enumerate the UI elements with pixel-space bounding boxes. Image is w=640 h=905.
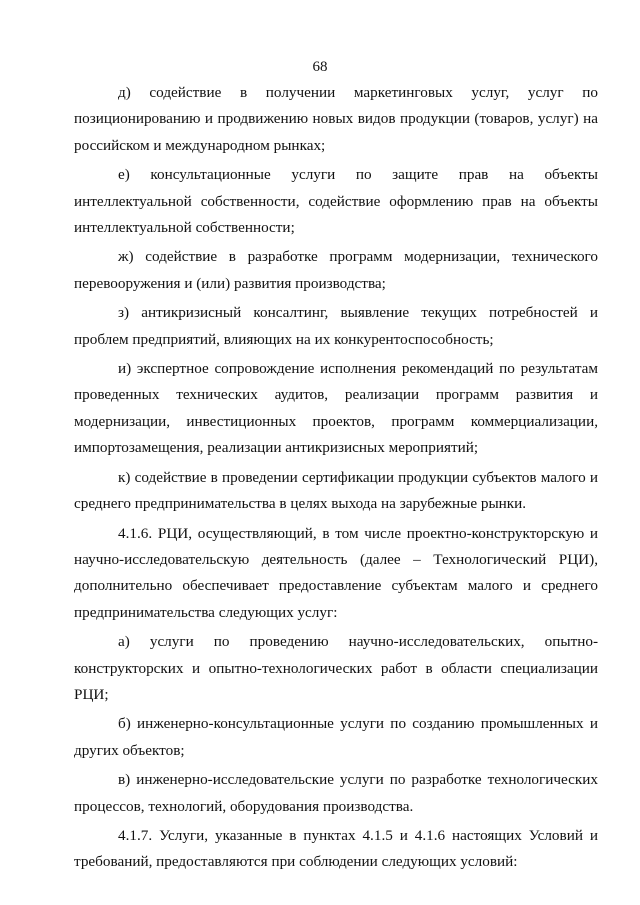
paragraph-zh: ж) содействие в разработке программ модернизации, технического перевооружения и (или) развития производства;: [74, 248, 598, 292]
paragraph-v: в) инженерно-исследовательские услуги по разработке технологических процессов, технологий, оборудования производства.: [74, 771, 598, 815]
paragraph-4-1-7: 4.1.7. Услуги, указанные в пунктах 4.1.5 и 4.1.6 настоящих Условий и требований, предоставляются при соблюдении следующих условий:: [74, 826, 598, 871]
paragraph-4-1-6: 4.1.6. РЦИ, осуществляющий, в том числе проектно-конструкторскую и научно-исследовательскую деятельность (далее – Технологический РЦИ), дополнительно обеспечивает предоставление субъектам малого и среднего предпринимательства следующих услуг:: [74, 524, 598, 621]
paragraph-k: к) содействие в проведении сертификации продукции субъектов малого и среднего предпринимательства в целях выхода на зарубежные рынки.: [74, 468, 598, 513]
paragraph-z: з) антикризисный консалтинг, выявление текущих потребностей и проблем предприятий, влияющих на их конкурентоспособность;: [74, 304, 598, 348]
paragraph-a: а) услуги по проведению научно-исследовательских, опытно-конструкторских и опытно-технологических работ в области специализации РЦИ;: [74, 633, 598, 703]
paragraph-b: б) инженерно-консультационные услуги по созданию промышленных и других объектов;: [74, 715, 598, 759]
page-number: 68: [312, 59, 328, 75]
document-body: [74, 80, 598, 879]
paragraph-d: д) содействие в получении маркетинговых услуг, услуг по позиционированию и продвижению новых видов продукции (товаров, услуг) на российском и международном рынках;: [74, 84, 598, 154]
paragraph-i: и) экспертное сопровождение исполнения рекомендаций по результатам проведенных технических аудитов, реализации программ развития и модернизации, инвестиционных проектов, программ коммерциализации, импортозамещения, реализации антикризисных мероприятий;: [74, 360, 598, 457]
paragraph-e: е) консультационные услуги по защите прав на объекты интеллектуальной собственности, содействие оформлению прав на объекты интеллектуальной собственности;: [74, 166, 598, 237]
